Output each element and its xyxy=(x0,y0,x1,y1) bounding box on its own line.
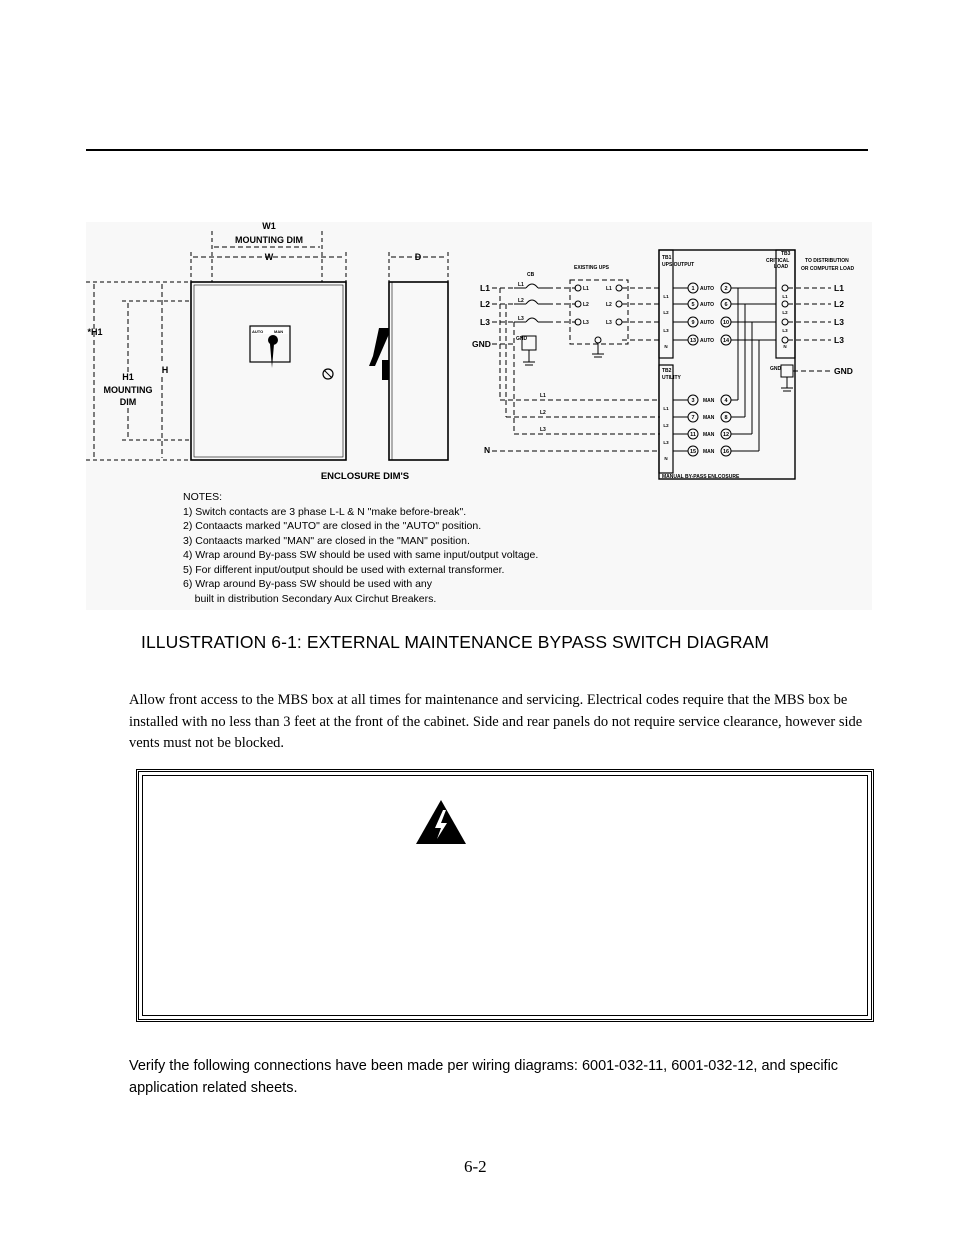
auto-2-label: AUTO xyxy=(700,302,715,308)
warning-box-inner xyxy=(142,775,868,1016)
tb1-label: TB1 xyxy=(662,255,672,261)
auto-num-1: 1 xyxy=(691,286,695,292)
h-label: H xyxy=(161,365,169,375)
man-num-7: 7 xyxy=(691,415,695,421)
note-6: 6) Wrap around By-pass SW should be used with any xyxy=(183,578,433,590)
man-num-11: 11 xyxy=(690,432,696,438)
ups-out-l3-label: L3 xyxy=(606,320,612,326)
man-1-label: MAN xyxy=(703,398,715,404)
auto-num-14: 14 xyxy=(722,338,730,344)
cb-gnd-label: GND xyxy=(516,336,528,342)
bypass-switch-diagram xyxy=(86,222,872,610)
tb2-n: N xyxy=(664,456,668,461)
man-num-15: 15 xyxy=(689,449,697,455)
d-label: D xyxy=(414,252,422,262)
auto-num-13: 13 xyxy=(689,338,697,344)
man-num-4: 4 xyxy=(724,398,728,404)
h1-label: H1 xyxy=(122,372,134,382)
man-4-label: MAN xyxy=(703,449,715,455)
ups-in-l1-label: L1 xyxy=(583,286,589,292)
input-n-label: N xyxy=(484,445,491,455)
ups-out-l1-label: L1 xyxy=(606,286,612,292)
man-num-16: 16 xyxy=(722,449,730,455)
auto-3-label: AUTO xyxy=(700,320,715,326)
tb1-l2: L2 xyxy=(663,310,669,315)
util-l3-label: L3 xyxy=(540,427,546,433)
figure-caption: ILLUSTRATION 6-1: EXTERNAL MAINTENANCE BYPASS SWITCH DIAGRAM xyxy=(141,632,770,652)
enclosure-side-view xyxy=(389,252,448,460)
auto-switch-label: AUTO xyxy=(252,329,264,334)
tb2-l1: L1 xyxy=(663,406,669,411)
verify-connections-text: Verify the following connections have been made per wiring diagrams: 6001-032-11, 6001-032-12, and specific application related sheets. xyxy=(129,1058,839,1096)
tb3-l2: L2 xyxy=(782,310,788,315)
w-label: W xyxy=(264,252,274,262)
enclosure-front-view xyxy=(86,231,346,460)
enclosure-name-label: MANUAL BY-PASS ENLCOSURE xyxy=(662,474,740,480)
header-rule xyxy=(86,149,868,151)
tb3-label: TB3 xyxy=(781,251,791,257)
page-number: 6-2 xyxy=(464,1157,487,1176)
auto-num-6: 6 xyxy=(724,302,728,308)
input-gnd-label: GND xyxy=(472,339,491,349)
man-3-label: MAN xyxy=(703,432,715,438)
tb2-l3: L3 xyxy=(663,440,669,445)
tb3-l1: L1 xyxy=(782,294,788,299)
high-voltage-warning-icon xyxy=(415,799,467,845)
existing-ups-label: EXISTING UPS xyxy=(574,265,610,271)
note-4: 4) Wrap around By-pass SW should be used with same input/output voltage. xyxy=(183,549,539,561)
notes-title: NOTES: xyxy=(183,491,223,503)
ups-in-l2-label: L2 xyxy=(583,302,589,308)
tb1-l1: L1 xyxy=(663,294,669,299)
wiring-diagram xyxy=(492,250,831,479)
cb-l1-label: L1 xyxy=(518,282,524,288)
tb3-sub1-label: CRITICAL xyxy=(766,258,790,264)
man-num-3: 3 xyxy=(691,398,695,404)
to-distribution-label: TO DISTRIBUTION xyxy=(805,258,849,264)
output-gnd-label: GND xyxy=(834,366,853,376)
tb2-label: TB2 xyxy=(662,368,672,374)
tb3-gnd-label: GND xyxy=(770,366,782,372)
man-num-8: 8 xyxy=(724,415,728,421)
note-6-continued: built in distribution Secondary Aux Circhut Breakers. xyxy=(183,593,437,605)
output-l3b-label: L3 xyxy=(834,335,844,345)
ups-out-l2-label: L2 xyxy=(606,302,612,308)
input-l1-label: L1 xyxy=(480,283,490,293)
w1-label: W1 xyxy=(262,222,276,231)
output-l3-label: L3 xyxy=(834,317,844,327)
h1-sub2-label: DIM xyxy=(119,397,137,407)
cb-label: CB xyxy=(527,272,535,278)
input-l3-label: L3 xyxy=(480,317,490,327)
enclosure-dims-label: ENCLOSURE DIM'S xyxy=(320,471,410,482)
star-h1-label: *H1 xyxy=(87,327,103,337)
tb3-l3: L3 xyxy=(782,328,788,333)
output-l1-label: L1 xyxy=(834,283,844,293)
h1-sub1-label: MOUNTING xyxy=(103,385,153,395)
man-num-12: 12 xyxy=(722,432,730,438)
cb-l3-label: L3 xyxy=(518,316,524,322)
man-switch-label: MAN xyxy=(274,329,284,334)
tb1-sub-label: UPS OUTPUT xyxy=(662,262,695,268)
note-5: 5) For different input/output should be used with external transformer. xyxy=(183,564,505,576)
note-1: 1) Switch contacts are 3 phase L-L & N "make before-break". xyxy=(183,506,467,518)
tb3-sub2-label: LOAD xyxy=(774,264,789,270)
auto-num-9: 9 xyxy=(691,320,695,326)
w1-sub-label: MOUNTING DIM xyxy=(235,235,303,245)
tb2-sub-label: UTILITY xyxy=(662,375,681,381)
tb1-l3: L3 xyxy=(663,328,669,333)
util-l2-label: L2 xyxy=(540,410,546,416)
to-computer-load-label: OR COMPUTER LOAD xyxy=(801,266,855,272)
auto-num-10: 10 xyxy=(722,320,730,326)
input-l2-label: L2 xyxy=(480,299,490,309)
auto-num-5: 5 xyxy=(691,302,695,308)
auto-num-2: 2 xyxy=(724,286,728,292)
auto-4-label: AUTO xyxy=(700,338,715,344)
tb3-n: N xyxy=(783,344,787,349)
auto-1-label: AUTO xyxy=(700,286,715,292)
output-l2-label: L2 xyxy=(834,299,844,309)
util-l1-label: L1 xyxy=(540,393,546,399)
tb2-l2: L2 xyxy=(663,423,669,428)
note-3: 3) Contaacts marked "MAN" are closed in the "MAN" position. xyxy=(183,535,470,547)
warning-box xyxy=(136,769,874,1022)
tb1-n: N xyxy=(664,344,668,349)
cb-l2-label: L2 xyxy=(518,298,524,304)
note-2: 2) Contaacts marked "AUTO" are closed in the "AUTO" position. xyxy=(183,520,482,532)
man-2-label: MAN xyxy=(703,415,715,421)
ups-in-l3-label: L3 xyxy=(583,320,589,326)
access-paragraph: Allow front access to the MBS box at all times for maintenance and servicing. Electrical codes require that the MBS box be installed with no less than 3 feet at the front of the cabinet. Side and rear panels do not require service clearance, however side vents must not be blocked. xyxy=(129,692,863,751)
